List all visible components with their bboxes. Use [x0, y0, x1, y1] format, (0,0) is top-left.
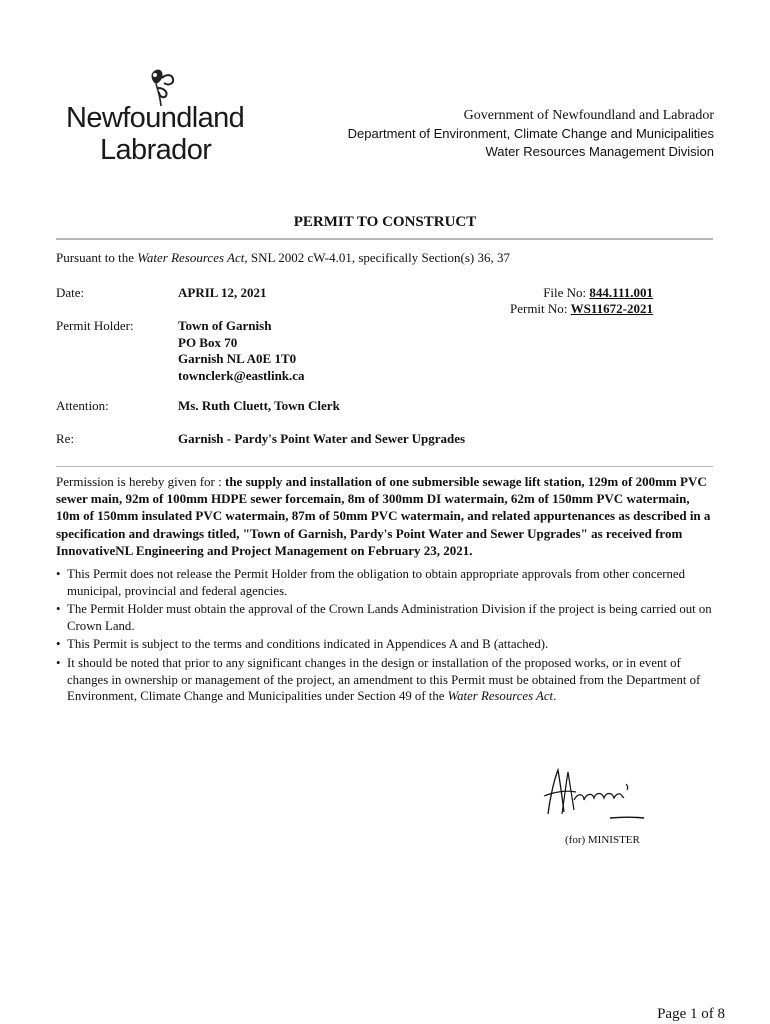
- logo-text-labrador: Labrador: [100, 134, 212, 166]
- document-title: PERMIT TO CONSTRUCT: [293, 214, 477, 230]
- pursuant-suffix: , SNL 2002 cW-4.01, specifically Section(s) 36, 37: [244, 250, 510, 265]
- government-name: Government of Newfoundland and Labrador: [463, 108, 714, 123]
- page-number: Page 1 of 8: [657, 1006, 725, 1022]
- file-number-row: [510, 285, 653, 301]
- logo-text-newfoundland: Newfoundland: [66, 102, 245, 134]
- title-divider: [56, 238, 713, 240]
- file-number-value: 844.111.001: [589, 285, 653, 300]
- government-logo: [66, 66, 256, 166]
- permit-number-row: [510, 301, 653, 317]
- division-name: Water Resources Management Division: [485, 144, 714, 159]
- date-label: Date:: [56, 285, 85, 300]
- bullet4-end: .: [553, 689, 557, 704]
- holder-name: Town of Garnish: [178, 318, 272, 333]
- permission-body: the supply and installation of one submersible sewage lift station, 129m of 200mm PVC sewer main, 92m of 100mm HDPE sewer forcemain, 8m of 300mm DI watermain, 62m of 150mm PVC watermain, 10m of 150mm insulated PVC watermain, 87m of 50mm PVC watermain, and related appurtenances as described in a specification and drawings titled, "Town of Garnish, Pardy's Point Water and Sewer Upgrades" as received from InnovativeNL Engineering and Project Management on February 23, 2021.: [56, 474, 711, 558]
- section-divider: [56, 466, 713, 467]
- permit-number-value: WS11672-2021: [570, 300, 653, 316]
- holder-po-box: PO Box 70: [178, 334, 238, 350]
- list-item: • This Permit is subject to the terms and conditions indicated in Appendices A and B (attached).: [56, 636, 716, 653]
- permit-holder-label: Permit Holder:: [56, 318, 134, 333]
- pursuant-statement: [56, 250, 510, 266]
- file-number-label: File No:: [543, 285, 587, 300]
- holder-email: townclerk@eastlink.ca: [178, 367, 305, 383]
- list-item: • This Permit does not release the Permit Holder from the obligation to obtain appropriate approvals from other concerned municipal, provincial and federal agencies.: [56, 566, 716, 599]
- attention-value: Ms. Ruth Cluett, Town Clerk: [178, 398, 340, 413]
- re-value: Garnish - Pardy's Point Water and Sewer Upgrades: [178, 431, 466, 446]
- attention-label: Attention:: [56, 398, 109, 413]
- holder-city: Garnish NL A0E 1T0: [178, 351, 297, 366]
- pursuant-prefix: Pursuant to the: [56, 250, 134, 265]
- bullet4-act-name: Water Resources Act: [447, 689, 554, 704]
- permit-holder-address: [178, 318, 305, 384]
- date-value: APRIL 12, 2021: [178, 285, 267, 300]
- department-name: Department of Environment, Climate Change and Municipalities: [347, 126, 714, 141]
- bullet4-text: It should be noted that prior to any significant changes in the design or installation of the proposed works, or in event of changes in ownership or management of the project, an amendment to this Permit must be obtained from the Department of Environment, Climate Change and Municipalities under Section 49 of the: [67, 655, 701, 704]
- signature-caption: (for) MINISTER: [565, 834, 640, 846]
- permit-number-label: Permit No:: [509, 300, 568, 316]
- list-item: • The Permit Holder must obtain the approval of the Crown Lands Administration Division if the project is being carried out on Crown Land.: [56, 601, 716, 634]
- minister-signature: [540, 762, 650, 824]
- permission-intro: Permission is hereby given for :: [56, 474, 225, 489]
- permission-paragraph: [56, 473, 716, 559]
- file-reference: [510, 285, 653, 316]
- list-item: [56, 655, 716, 705]
- re-label: Re:: [56, 431, 75, 446]
- conditions-list: [56, 566, 716, 707]
- act-name: Water Resources Act: [137, 250, 245, 265]
